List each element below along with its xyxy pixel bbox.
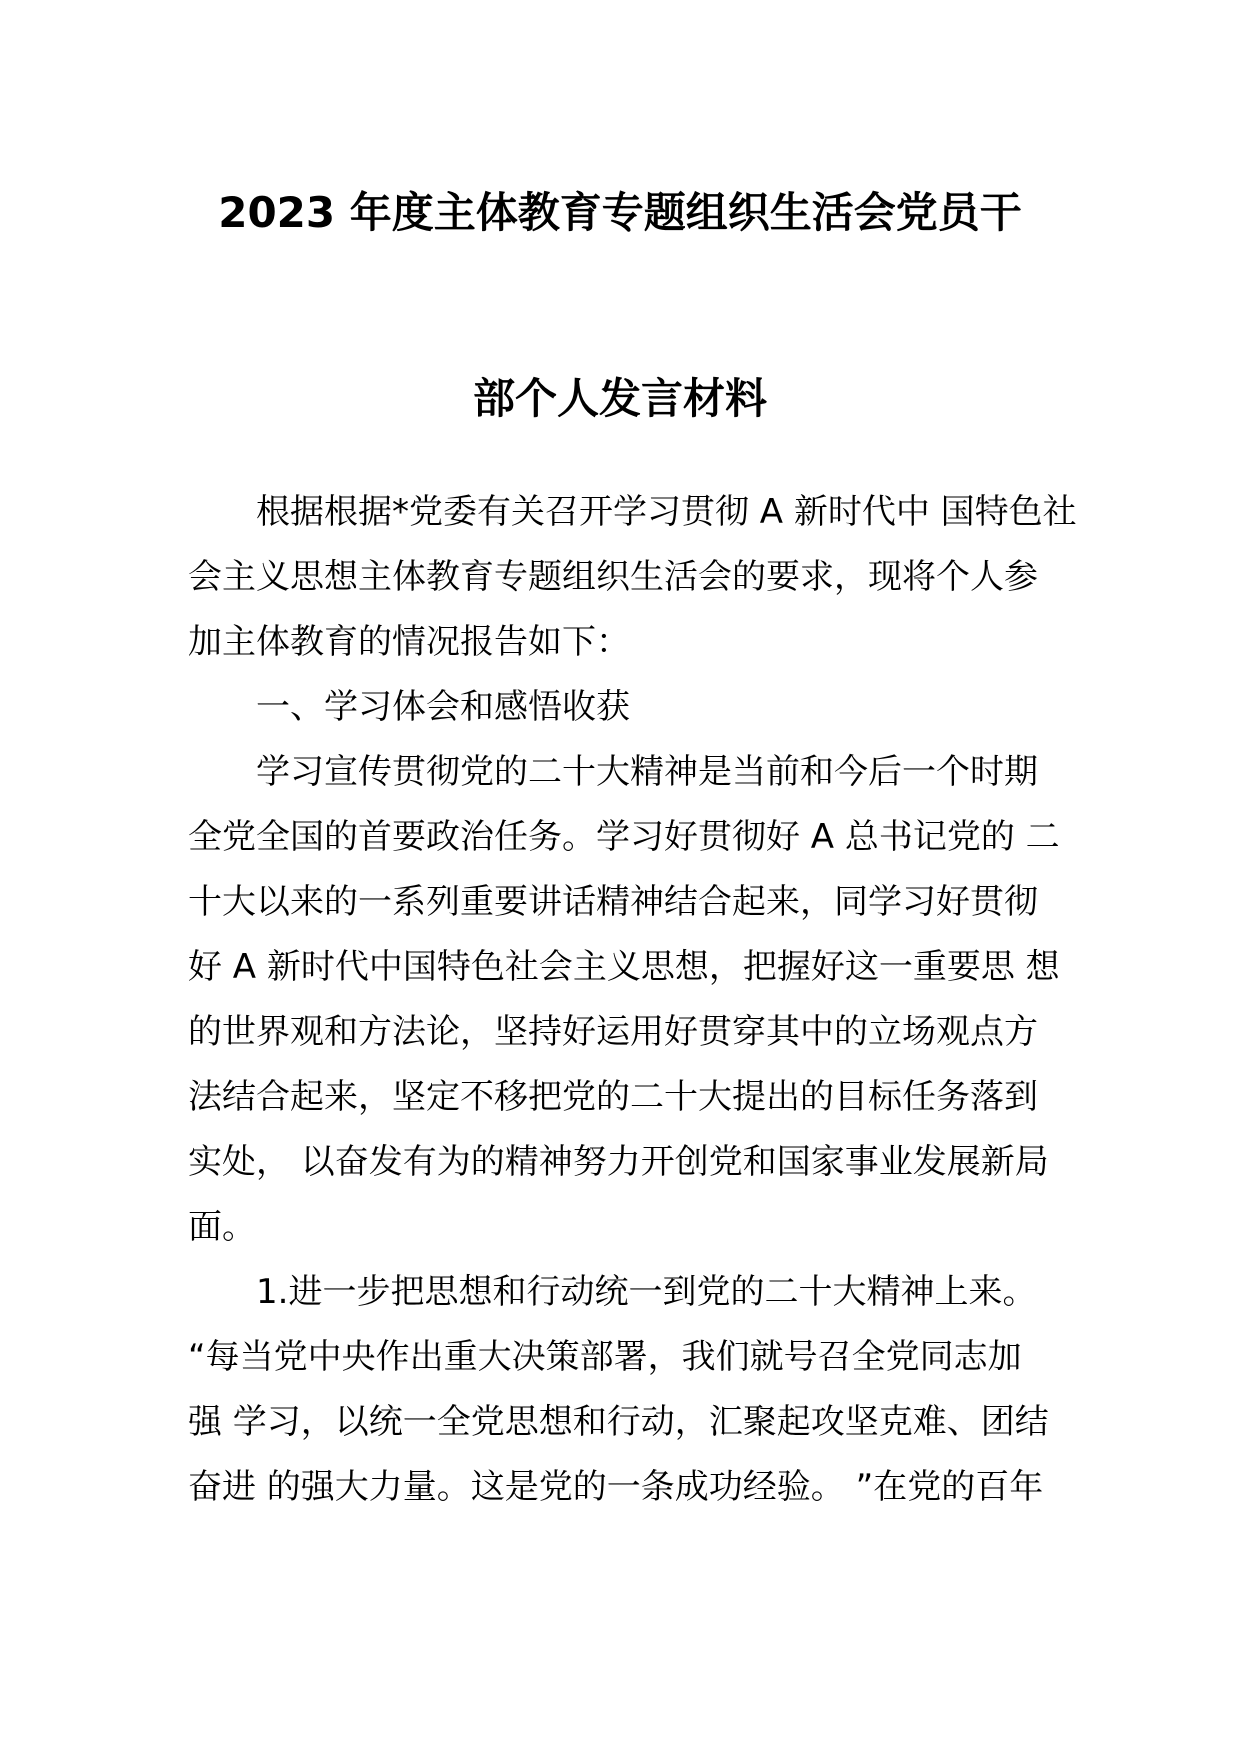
subsection-heading: 1.进一步把思想和行动统一到党的二十大精神上来。 xyxy=(256,1272,1037,1312)
body-line: 十大以来的一系列重要讲话精神结合起来，同学习好贯彻 xyxy=(188,882,1038,922)
body-line: 好 A 新时代中国特色社会主义思想，把握好这一重要思 想 xyxy=(188,947,1060,987)
body-line: 的世界观和方法论，坚持好运用好贯穿其中的立场观点方 xyxy=(188,1012,1038,1052)
body-line: 奋进 的强大力量。这是党的一条成功经验。 ”在党的百年 xyxy=(188,1467,1044,1507)
body-line: 学习宣传贯彻党的二十大精神是当前和今后一个时期 xyxy=(256,752,1038,792)
body-line: 加主体教育的情况报告如下： xyxy=(188,622,630,662)
body-line: 面。 xyxy=(188,1207,256,1247)
section-heading: 一、学习体会和感悟收获 xyxy=(256,687,630,727)
document-title-line-1: 2023 年度主体教育专题组织生活会党员干 xyxy=(218,188,1022,237)
body-line: 全党全国的首要政治任务。学习好贯彻好 A 总书记党的 二 xyxy=(188,817,1060,857)
body-line: 根据根据*党委有关召开学习贯彻 A 新时代中 国特色社 xyxy=(256,492,1077,532)
body-line: 法结合起来，坚定不移把党的二十大提出的目标任务落到 xyxy=(188,1077,1038,1117)
document-body xyxy=(188,480,1077,1520)
body-line: 会主义思想主体教育专题组织生活会的要求，现将个人参 xyxy=(188,557,1038,597)
document-title-line-2: 部个人发言材料 xyxy=(472,374,767,423)
body-line: 实处， 以奋发有为的精神努力开创党和国家事业发展新局 xyxy=(188,1142,1049,1182)
body-line: 强 学习，以统一全党思想和行动，汇聚起攻坚克难、团结 xyxy=(188,1402,1049,1442)
body-line: “每当党中央作出重大决策部署，我们就号召全党同志加 xyxy=(188,1337,1022,1377)
